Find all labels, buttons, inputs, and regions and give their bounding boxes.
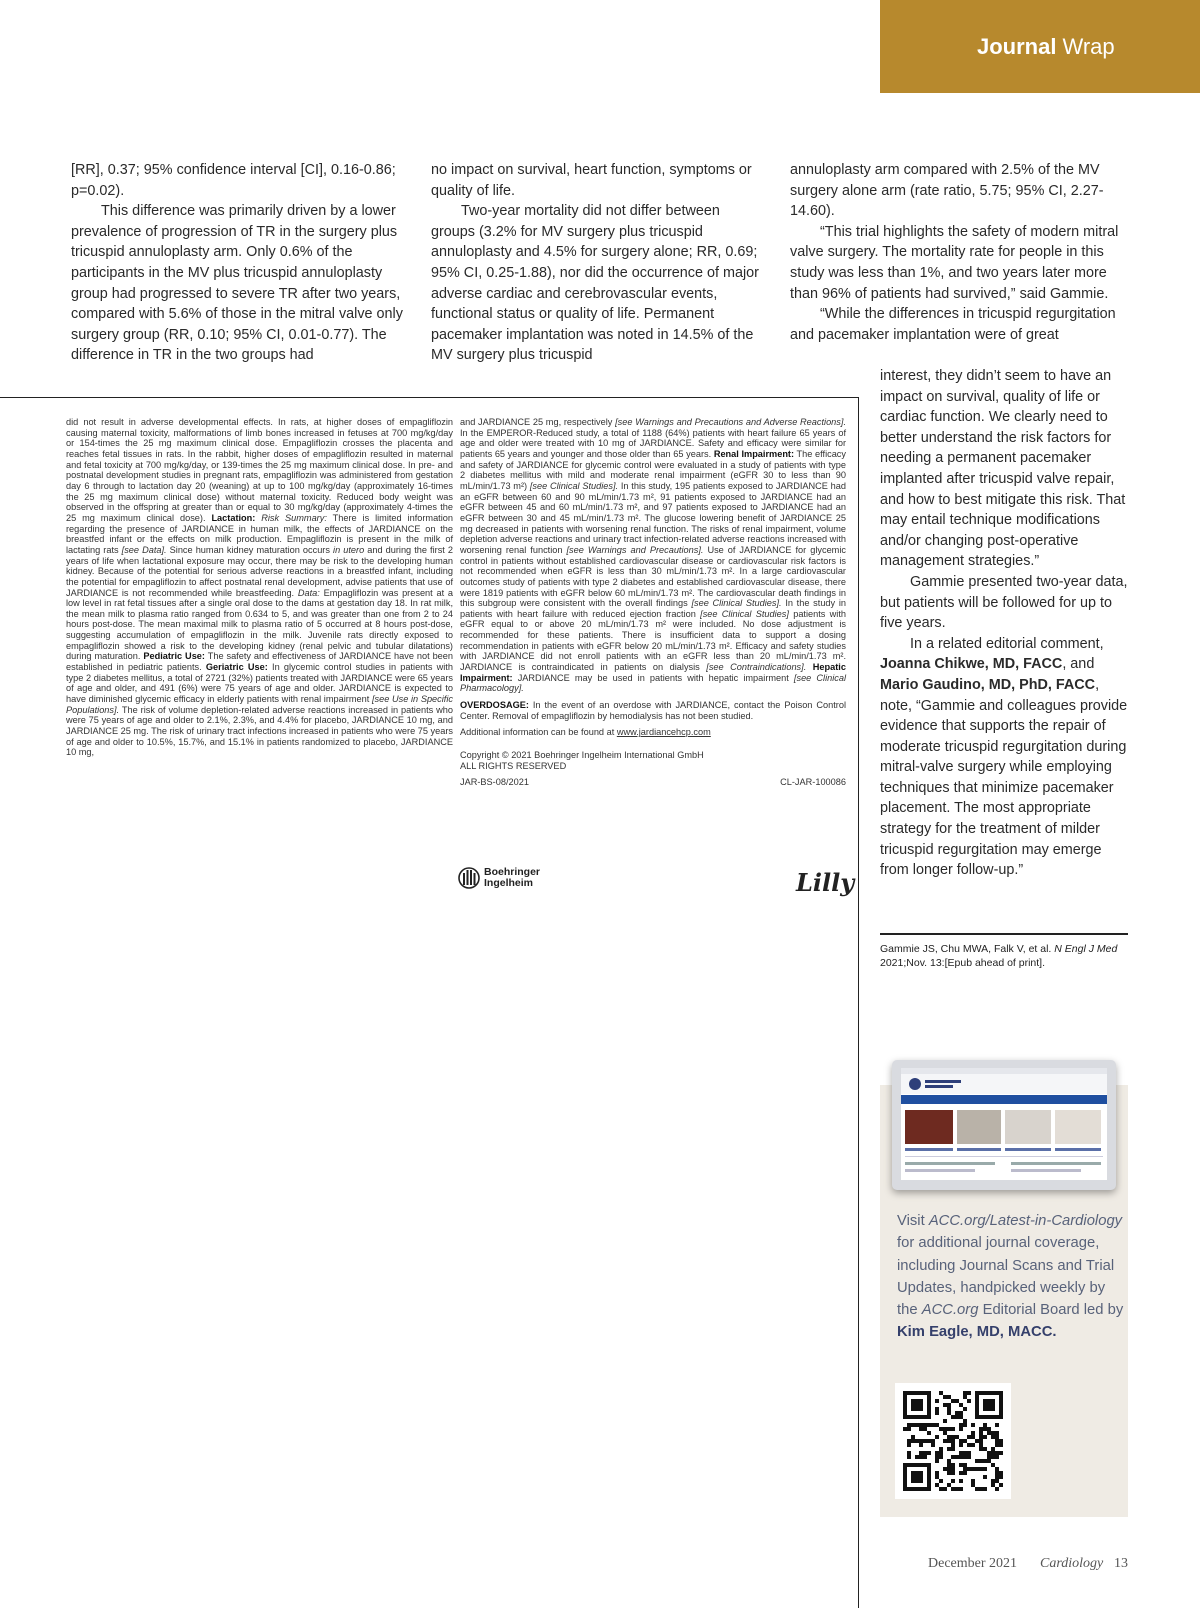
section-tab (880, 0, 1200, 93)
paragraph: “This trial highlights the safety of modern mitral valve surgery. The mortality rate for people in this study was less than 1%, and two years later more than 96% of patients had survived,” said Gammie. (790, 223, 1119, 302)
qr-code[interactable] (895, 1383, 1011, 1499)
paragraph: Two-year mortality did not differ between groups (3.2% for MV surgery plus tricuspid annuloplasty and 4.5% for surgery alone; RR, 0.69; 95% CI, 0.25-1.88), nor did the occurrence of major adverse cardiac and cerebrovascular events, functional status or quality of life. Permanent pacemaker implantation was noted in 14.5% of the MV surgery plus tricuspid (431, 203, 759, 364)
author-name: Mario Gaudino, MD, PhD, FACC (880, 676, 1096, 693)
paragraph: annuloplasty arm compared with 2.5% of the MV surgery alone arm (rate ratio, 5.75; 95% CI, 2.27-14.60). (790, 162, 1104, 220)
paragraph: “While the differences in tricuspid regurgitation and pacemaker implantation were of great (790, 306, 1116, 343)
citation-divider (880, 933, 1128, 935)
additional-info: Additional information can be found at www.jardiancehcp.com (460, 727, 711, 738)
paragraph: This difference was primarily driven by a lower prevalence of progression of TR in the surgery plus tricuspid annuloplasty arm. Only 0.6% of the participants in the MV plus tricuspid annuloplasty group had progressed to severe TR after two years, compared with 5.6% of those in the mitral valve only surgery group (RR, 0.10; 95% CI, 0.01-0.77). The difference in TR in the two groups had (71, 203, 403, 364)
paragraph: no impact on survival, heart function, symptoms or quality of life. (431, 162, 752, 199)
copyright: Copyright © 2021 Boehringer Ingelheim International GmbH (460, 750, 704, 761)
footer-magazine: Cardiology (1040, 1556, 1104, 1571)
code-left: JAR-BS-08/2021 (460, 777, 529, 788)
article-column-3 (790, 160, 1130, 345)
boehringer-emblem-icon (458, 866, 480, 890)
editor-name: Kim Eagle, MD, MACC. (897, 1324, 1057, 1341)
qr-code-icon (895, 1383, 1011, 1499)
rights: ALL RIGHTS RESERVED (460, 760, 567, 771)
website-preview-image (901, 1068, 1107, 1180)
paragraph: [RR], 0.37; 95% confidence interval [CI], 0.16-0.86; p=0.02). (71, 162, 396, 199)
author-name: Joanna Chikwe, MD, FACC (880, 656, 1063, 673)
page-number: 13 (1114, 1556, 1128, 1571)
acc-latest-link[interactable]: ACC.org/Latest-in-Cardiology (928, 1213, 1123, 1229)
article-column-3-continued (880, 366, 1128, 881)
pi-paragraph: and JARDIANCE 25 mg, respectively [see Warnings and Precautions and Adverse Reactions]. In the EMPEROR-Reduced study, a total of 1188 (64%) patients with heart failure 65 years of age and older were treated with 10 mg of JARDIANCE. Safety and efficacy were similar for patients 65 years and younger and those older than 65 years. Renal Impairment: The efficacy and safety of JARDIANCE for glycemic control were evaluated in a study of patients with type 2 diabetes mellitus with mild and moderate renal impairment (eGFR 30 to less than 90 mL/min/1.73 m²) [see Clinical Studies]. In this study, 195 patients exposed to JARDIANCE had an eGFR between 60 and 90 mL/min/1.73 m², 91 patients exposed to JARDIANCE had an eGFR between 45 and 60 mL/min/1.73 m², and 97 patients exposed to JARDIANCE had an eGFR between 30 and 45 mL/min/1.73 m². The glucose lowering benefit of JARDIANCE 25 mg decreased in patients with worsening renal function. The risks of renal impairment, volume depletion adverse reactions and urinary tract infection-related adverse reactions increased with worsening renal function [see Warnings and Precautions]. Use of JARDIANCE for glycemic control in patients without established cardiovascular disease or cardiovascular risk factors is not recommended when eGFR is less than 30 mL/min/1.73 m². In a large cardiovascular outcomes study of patients with type 2 diabetes and established cardiovascular disease, there were 1819 patients with eGFR below 60 mL/min/1.73 m². The cardiovascular death findings in this subgroup were consistent with the overall findings [see Clinical Studies]. In the study in patients with heart failure with reduced ejection fraction [see Clinical Studies] patients with eGFR equal to or above 20 mL/min/1.73 m² were included. No dose adjustment is recommended for these patients. There is insufficient data to support a dosing recommendation in patients with eGFR below 20 mL/min/1.73 m². Efficacy and safety studies with JARDIANCE did not enroll patients with an eGFR less than 20 mL/min/1.73 m². JARDIANCE is contraindicated in patients on dialysis [see Contraindications]. Hepatic Impairment: JARDIANCE may be used in patients with hepatic impairment [see Clinical Pharmacology]. (460, 417, 847, 694)
footer-date: December 2021 (928, 1556, 1018, 1571)
section-title-bold: Journal (977, 33, 1057, 59)
paragraph: interest, they didn’t seem to have an impact on survival, quality of life or cardiac function. We clearly need to better understand the risk factors for needing a permanent pacemaker implanted after tricuspid valve repair, and how to best mitigate this risk. That may entail technique modifications and/or changing post-operative management strategies.” (880, 368, 1126, 570)
promo-text: Visit ACC.org/Latest-in-Cardiology for additional journal coverage, including Journal Scans and Trial Updates, handpicked weekly by the ACC.org Editorial Board led by Kim Eagle, MD, MACC. (897, 1213, 1124, 1341)
code-right: CL-JAR-100086 (780, 777, 846, 788)
jardiance-link[interactable]: www.jardiancehcp.com (616, 727, 711, 738)
boehringer-logo: Boehringer Ingelheim (458, 866, 540, 890)
section-title-light: Wrap (1062, 33, 1115, 59)
prescribing-info-right (460, 417, 846, 788)
paragraph: In a related editorial comment, Joanna Chikwe, MD, FACC, and Mario Gaudino, MD, PhD, FACC, note, “Gammie and colleagues provide evidence that supports the repair of moderate tricuspid regurgitation during mitral-valve surgery while employing techniques that minimize pacemaker placement. The most appropriate strategy for the treatment of milder tricuspid regurgitation may emerge from longer follow-up.” (880, 635, 1128, 879)
prescribing-info-left: did not result in adverse developmental effects. In rats, at higher doses of empagliflozin causing maternal toxicity, malformations of limb bones increased in fetuses at 700 mg/kg/day or 154-times the 25 mg maximum clinical dose. Empagliflozin crosses the placenta and reaches fetal tissues in rats. In the rabbit, higher doses of empagliflozin resulted in maternal and fetal toxicity at 700 mg/kg/day, or 139-times the 25 mg maximum clinical dose. In pre- and postnatal development studies in pregnant rats, empagliflozin was administered from gestation day 6 through to lactation day 20 (weaning) at up to 100 mg/kg/day (approximately 16-times the 25 mg maximum clinical dose) without maternal toxicity. Reduced body weight was observed in the offspring at greater than or equal to 30 mg/kg/day (approximately 4-times the 25 mg maximum clinical dose). Lactation: Risk Summary: There is limited information regarding the presence of JARDIANCE in human milk, the effects of JARDIANCE on the breastfed infant or the effects on milk production. Empagliflozin is present in the milk of lactating rats [see Data]. Since human kidney maturation occurs in utero and during the first 2 years of life when lactational exposure may occur, there may be risk to the developing human kidney. Because of the potential for serious adverse reactions in a breastfed infant, including the potential for empagliflozin to affect postnatal renal development, advise patients that use of JARDIANCE is not recommended while breastfeeding. Data: Empagliflozin was present at a low level in rat fetal tissues after a single oral dose to the dams at gestation day 18. In rat milk, the mean milk to plasma ratio ranged from 0.634 to 5, and was greater than one from 2 to 24 hours post-dose. The mean maximal milk to plasma ratio of 5 occurred at 8 hours post-dose, suggesting accumulation of empagliflozin in the milk. Juvenile rats directly exposed to empagliflozin showed a risk to the developing kidney (renal pelvic and tubular dilatations) during maturation. Pediatric Use: The safety and effectiveness of JARDIANCE have not been established in pediatric patients. Geriatric Use: In glycemic control studies in patients with type 2 diabetes mellitus, a total of 2721 (32%) patients treated with JARDIANCE were 65 years of age and older, and 491 (6%) were 75 years of age and older. JARDIANCE is expected to have diminished glycemic efficacy in elderly patients with renal impairment [see Use in Specific Populations]. The risk of volume depletion-related adverse reactions increased in patients who were 75 years of age and older to 2.1%, 2.3%, and 4.4% for placebo, JARDIANCE 10 mg, and JARDIANCE 25 mg. The risk of urinary tract infections increased in patients who were 75 years of age and older to 10.5%, 15.7%, and 15.1% in patients randomized to placebo, JARDIANCE 10 mg, (66, 417, 454, 758)
product-codes (460, 777, 846, 788)
citation: Gammie JS, Chu MWA, Falk V, et al. N Engl J Med 2021;Nov. 13:[Epub ahead of print]. (880, 943, 1118, 969)
article-column-2 (431, 160, 764, 366)
overdosage: OVERDOSAGE: In the event of an overdose with JARDIANCE, contact the Poison Control Center. Removal of empagliflozin by hemodialysis has not been studied. (460, 700, 846, 721)
lilly-logo: Lilly (796, 868, 855, 897)
article-column-1 (71, 160, 409, 366)
laptop-screenshot (892, 1060, 1116, 1190)
paragraph: Gammie presented two-year data, but patients will be followed for up to five years. (880, 573, 1128, 632)
